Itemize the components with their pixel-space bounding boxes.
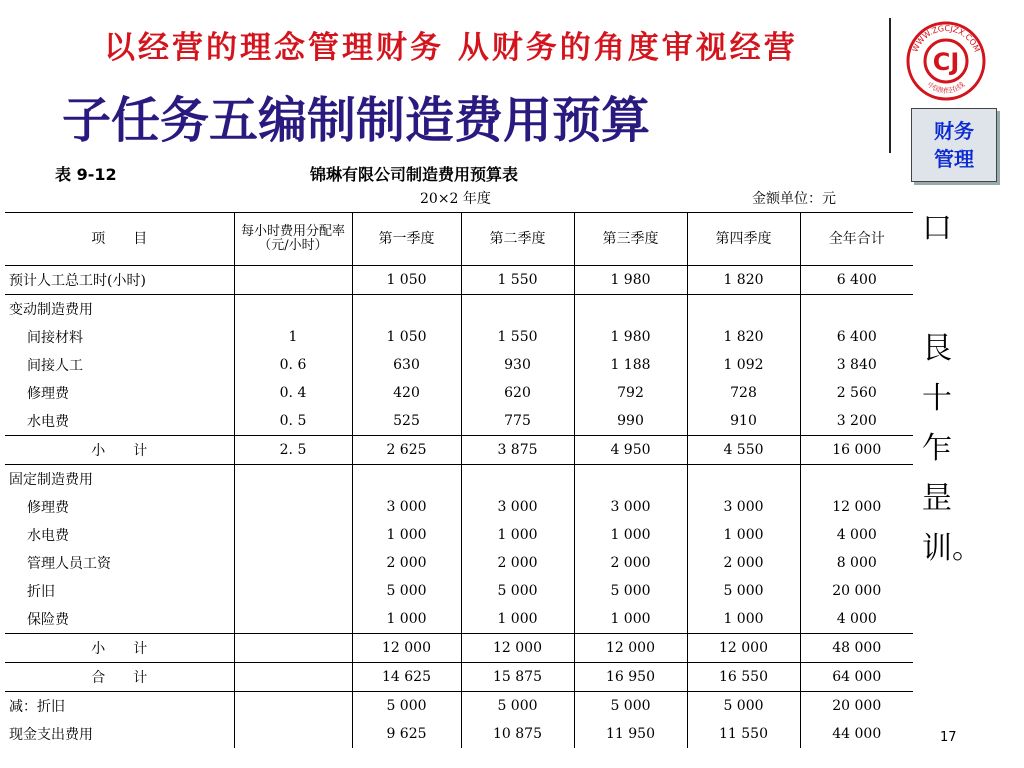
table-row xyxy=(5,436,913,465)
budget-table xyxy=(5,212,913,748)
header-q3: 第三季度 xyxy=(574,213,687,266)
row-label: 水电费 xyxy=(5,521,234,549)
value-cell-q3: 2 000 xyxy=(574,549,687,577)
table-row xyxy=(5,549,913,577)
value-cell-q4: 16 550 xyxy=(687,663,800,692)
side-glyph: 训。 xyxy=(922,531,982,566)
header-divider xyxy=(889,18,891,153)
page-number: 17 xyxy=(940,730,957,745)
value-cell-q2: 1 550 xyxy=(461,323,574,351)
value-cell-q3: 5 000 xyxy=(574,577,687,605)
side-glyph: 昰 xyxy=(922,481,952,516)
side-glyph: 口 xyxy=(922,211,952,246)
header-total: 全年合计 xyxy=(800,213,913,266)
table-year: 20×2 年度 xyxy=(420,191,491,207)
value-cell-q3: 11 950 xyxy=(574,720,687,748)
badge-line-2: 管理 xyxy=(934,147,974,171)
value-cell-q3: 1 000 xyxy=(574,605,687,634)
rate-cell: 0. 6 xyxy=(234,351,352,379)
rate-cell: 0. 5 xyxy=(234,407,352,436)
header-item: 项 目 xyxy=(5,213,234,266)
logo-bottom-text: 中国财经在线 xyxy=(925,80,967,96)
value-cell-q4: 1 820 xyxy=(687,266,800,295)
value-cell-q3: 5 000 xyxy=(574,692,687,721)
value-cell-total: 3 200 xyxy=(800,407,913,436)
value-cell-total: 48 000 xyxy=(800,634,913,663)
value-cell-q1: 5 000 xyxy=(352,577,461,605)
value-cell-q3: 3 000 xyxy=(574,493,687,521)
value-cell-q4: 2 000 xyxy=(687,549,800,577)
value-cell-q2: 3 875 xyxy=(461,436,574,465)
value-cell-q1: 1 000 xyxy=(352,521,461,549)
header-rate: 每小时费用分配率（元/小时） xyxy=(234,213,352,266)
value-cell-q4: 5 000 xyxy=(687,692,800,721)
value-cell-q1: 1 050 xyxy=(352,266,461,295)
rate-cell xyxy=(234,663,352,692)
rate-cell xyxy=(234,720,352,748)
row-label: 水电费 xyxy=(5,407,234,436)
row-label: 间接人工 xyxy=(5,351,234,379)
value-cell-q1: 14 625 xyxy=(352,663,461,692)
value-cell-total: 4 000 xyxy=(800,521,913,549)
table-unit: 金额单位：元 xyxy=(752,191,836,207)
table-row xyxy=(5,634,913,663)
value-cell-q2 xyxy=(461,465,574,494)
value-cell-q2: 10 875 xyxy=(461,720,574,748)
value-cell-total: 20 000 xyxy=(800,577,913,605)
value-cell-q1: 5 000 xyxy=(352,692,461,721)
row-label: 修理费 xyxy=(5,493,234,521)
row-label: 预计人工总工时(小时) xyxy=(5,266,234,295)
logo-icon xyxy=(905,20,987,102)
value-cell-q1: 420 xyxy=(352,379,461,407)
value-cell-q3: 990 xyxy=(574,407,687,436)
rate-cell xyxy=(234,692,352,721)
rate-cell xyxy=(234,577,352,605)
value-cell-q1 xyxy=(352,295,461,324)
value-cell-q4: 5 000 xyxy=(687,577,800,605)
table-row xyxy=(5,465,913,494)
rate-cell xyxy=(234,465,352,494)
rate-cell xyxy=(234,295,352,324)
page-title: 子任务五编制制造费用预算 xyxy=(62,92,651,149)
rate-cell: 2. 5 xyxy=(234,436,352,465)
value-cell-q2: 620 xyxy=(461,379,574,407)
header-q2: 第二季度 xyxy=(461,213,574,266)
table-row xyxy=(5,266,913,295)
row-label: 修理费 xyxy=(5,379,234,407)
row-label: 小 计 xyxy=(5,634,234,663)
rate-cell xyxy=(234,634,352,663)
rate-cell xyxy=(234,521,352,549)
table-row xyxy=(5,521,913,549)
row-label: 小 计 xyxy=(5,436,234,465)
value-cell-q2: 775 xyxy=(461,407,574,436)
row-label: 变动制造费用 xyxy=(5,295,234,324)
table-row xyxy=(5,720,913,748)
row-label: 管理人员工资 xyxy=(5,549,234,577)
value-cell-total: 6 400 xyxy=(800,323,913,351)
row-label: 合 计 xyxy=(5,663,234,692)
value-cell-q1: 630 xyxy=(352,351,461,379)
row-label: 保险费 xyxy=(5,605,234,634)
rate-cell: 1 xyxy=(234,323,352,351)
row-label: 间接材料 xyxy=(5,323,234,351)
table-number: 表 9-12 xyxy=(55,165,117,184)
logo-text: CJ xyxy=(932,48,960,76)
value-cell-q3: 1 980 xyxy=(574,266,687,295)
value-cell-q3: 1 980 xyxy=(574,323,687,351)
table-row xyxy=(5,379,913,407)
value-cell-q3: 1 000 xyxy=(574,521,687,549)
value-cell-q4: 4 550 xyxy=(687,436,800,465)
value-cell-q3: 16 950 xyxy=(574,663,687,692)
value-cell-q3: 4 950 xyxy=(574,436,687,465)
value-cell-q3: 12 000 xyxy=(574,634,687,663)
value-cell-q3 xyxy=(574,465,687,494)
table-row xyxy=(5,493,913,521)
value-cell-q4 xyxy=(687,465,800,494)
table-row xyxy=(5,577,913,605)
value-cell-total: 64 000 xyxy=(800,663,913,692)
table-header-row xyxy=(5,213,913,266)
row-label: 固定制造费用 xyxy=(5,465,234,494)
value-cell-total: 16 000 xyxy=(800,436,913,465)
value-cell-total: 44 000 xyxy=(800,720,913,748)
rate-cell xyxy=(234,549,352,577)
value-cell-total: 3 840 xyxy=(800,351,913,379)
table-row xyxy=(5,692,913,721)
value-cell-q4: 910 xyxy=(687,407,800,436)
value-cell-q1 xyxy=(352,465,461,494)
value-cell-q4: 1 000 xyxy=(687,605,800,634)
row-label: 现金支出费用 xyxy=(5,720,234,748)
table-title: 锦琳有限公司制造费用预算表 xyxy=(310,165,519,184)
table-row xyxy=(5,605,913,634)
side-glyph: 艮 xyxy=(922,331,952,366)
value-cell-q3: 1 188 xyxy=(574,351,687,379)
value-cell-q4 xyxy=(687,295,800,324)
value-cell-q2: 3 000 xyxy=(461,493,574,521)
subject-badge xyxy=(911,108,997,182)
value-cell-q4: 1 820 xyxy=(687,323,800,351)
header-q1: 第一季度 xyxy=(352,213,461,266)
value-cell-q4: 12 000 xyxy=(687,634,800,663)
header-q4: 第四季度 xyxy=(687,213,800,266)
value-cell-total: 8 000 xyxy=(800,549,913,577)
table-row xyxy=(5,323,913,351)
value-cell-total: 4 000 xyxy=(800,605,913,634)
value-cell-q1: 525 xyxy=(352,407,461,436)
value-cell-q1: 2 625 xyxy=(352,436,461,465)
value-cell-q2: 1 000 xyxy=(461,521,574,549)
rate-cell xyxy=(234,266,352,295)
value-cell-q2 xyxy=(461,295,574,324)
value-cell-q4: 728 xyxy=(687,379,800,407)
value-cell-q1: 3 000 xyxy=(352,493,461,521)
value-cell-q2: 5 000 xyxy=(461,577,574,605)
rate-cell: 0. 4 xyxy=(234,379,352,407)
value-cell-q2: 2 000 xyxy=(461,549,574,577)
table-row xyxy=(5,407,913,436)
logo-ring-text: WWW.ZGCJZX.COM xyxy=(910,23,982,54)
value-cell-q1: 2 000 xyxy=(352,549,461,577)
rate-cell xyxy=(234,493,352,521)
value-cell-q1: 1 050 xyxy=(352,323,461,351)
row-label: 折旧 xyxy=(5,577,234,605)
value-cell-q2: 15 875 xyxy=(461,663,574,692)
value-cell-q1: 1 000 xyxy=(352,605,461,634)
value-cell-total xyxy=(800,295,913,324)
value-cell-total: 20 000 xyxy=(800,692,913,721)
table-row xyxy=(5,295,913,324)
value-cell-total: 6 400 xyxy=(800,266,913,295)
value-cell-q3: 792 xyxy=(574,379,687,407)
rate-cell xyxy=(234,605,352,634)
value-cell-q4: 11 550 xyxy=(687,720,800,748)
value-cell-q2: 12 000 xyxy=(461,634,574,663)
value-cell-q2: 1 550 xyxy=(461,266,574,295)
table-row xyxy=(5,351,913,379)
value-cell-q1: 12 000 xyxy=(352,634,461,663)
value-cell-total: 12 000 xyxy=(800,493,913,521)
value-cell-q4: 3 000 xyxy=(687,493,800,521)
row-label: 减：折旧 xyxy=(5,692,234,721)
slogan: 以经营的理念管理财务 从财务的角度审视经营 xyxy=(104,30,798,66)
side-glyph: 乍 xyxy=(922,431,952,466)
value-cell-total xyxy=(800,465,913,494)
table-row xyxy=(5,663,913,692)
value-cell-q3 xyxy=(574,295,687,324)
side-glyph: 十 xyxy=(922,381,952,416)
value-cell-q2: 1 000 xyxy=(461,605,574,634)
value-cell-q4: 1 000 xyxy=(687,521,800,549)
value-cell-q4: 1 092 xyxy=(687,351,800,379)
badge-line-1: 财务 xyxy=(934,119,974,143)
value-cell-total: 2 560 xyxy=(800,379,913,407)
value-cell-q2: 5 000 xyxy=(461,692,574,721)
value-cell-q1: 9 625 xyxy=(352,720,461,748)
value-cell-q2: 930 xyxy=(461,351,574,379)
